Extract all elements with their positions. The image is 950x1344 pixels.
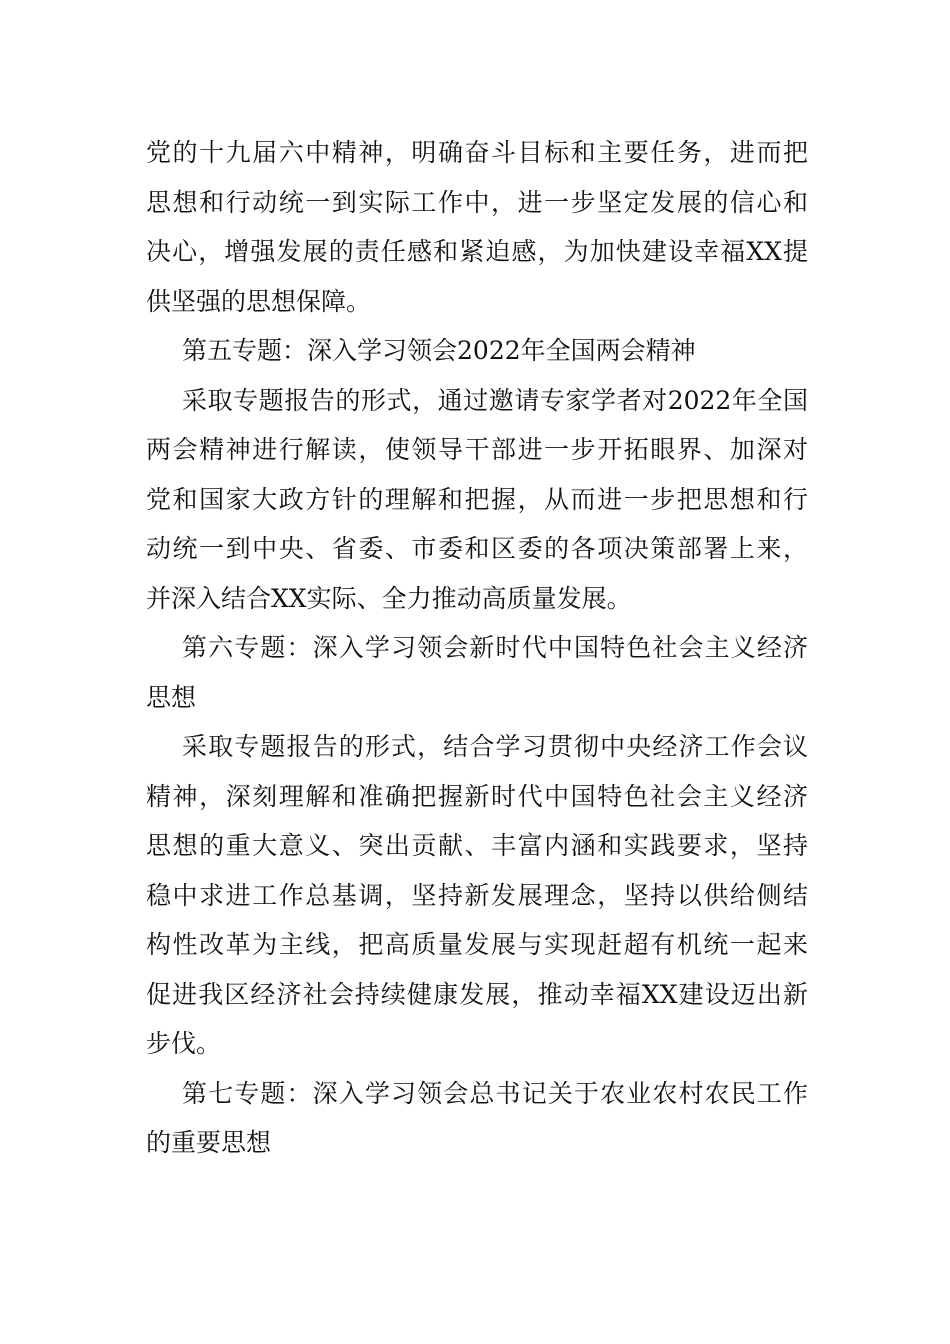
document-body: [146, 128, 808, 1168]
paragraph: [146, 722, 808, 1069]
heading-line: 第五专题：深入学习领会2022年全国两会精神: [182, 336, 696, 365]
text-line: 促进我区经济社会持续健康发展，推动幸福XX建设迈出新: [146, 979, 808, 1009]
text-line: 两会精神进行解读，使领导干部进一步开拓眼界、加深对: [146, 435, 808, 464]
text-line: 供坚强的思想保障。: [146, 286, 372, 316]
heading-line: 第六专题：深入学习领会新时代中国特色社会主义经济: [182, 633, 808, 662]
heading-line: 思想: [146, 682, 197, 712]
text-line: 采取专题报告的形式，通过邀请专家学者对2022年全国: [182, 385, 808, 415]
paragraph-continuation: [146, 128, 808, 326]
paragraph: [146, 376, 808, 624]
text-line: 思想的重大意义、突出贡献、丰富内涵和实践要求，坚持: [146, 831, 808, 860]
text-line: 党的十九届六中精神，明确奋斗目标和主要任务，进而把: [146, 138, 808, 167]
text-line: 步伐。: [146, 1029, 222, 1058]
text-line: 思想和行动统一到实际工作中，进一步坚定发展的信心和: [146, 187, 808, 217]
text-line: 构性改革为主线，把高质量发展与实现赶超有机统一起来: [146, 930, 808, 959]
section-heading-6: [146, 623, 808, 722]
text-line: 党和国家大政方针的理解和把握，从而进一步把思想和行: [146, 484, 808, 514]
text-line: 精神，深刻理解和准确把握新时代中国特色社会主义经济: [146, 781, 808, 811]
text-line: 动统一到中央、省委、市委和区委的各项决策部署上来，: [146, 534, 808, 563]
heading-line: 的重要思想: [146, 1128, 272, 1157]
section-heading-5: [146, 326, 808, 376]
text-line: 采取专题报告的形式，结合学习贯彻中央经济工作会议: [182, 732, 808, 761]
section-heading-7: [146, 1069, 808, 1168]
text-line: 决心，增强发展的责任感和紧迫感，为加快建设幸福XX提: [146, 237, 808, 266]
text-line: 稳中求进工作总基调，坚持新发展理念，坚持以供给侧结: [146, 880, 808, 910]
heading-line: 第七专题：深入学习领会总书记关于农业农村农民工作: [182, 1078, 808, 1108]
text-line: 并深入结合XX实际、全力推动高质量发展。: [146, 583, 632, 613]
